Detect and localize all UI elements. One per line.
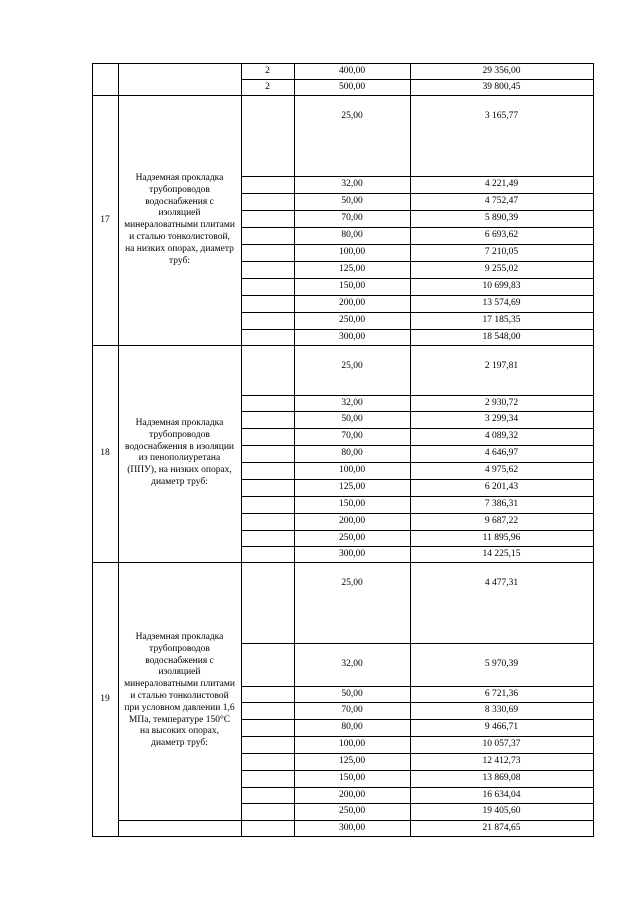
price-cell: 3 299,34 [484,414,519,424]
price-cell: 39 800,45 [482,82,521,92]
price-cell: 2 930,72 [484,398,519,408]
diameter-cell: 150,00 [338,281,366,291]
price-cell: 12 412,73 [482,756,521,766]
price-cell: 4 646,97 [484,448,519,458]
price-cell: 4 752,47 [484,196,519,206]
price-cell: 7 210,05 [484,247,519,257]
price-cell: 16 634,04 [482,790,521,800]
price-cell: 18 548,00 [482,332,521,342]
price-cell: 2 197,81 [484,361,519,371]
diameter-cell: 300,00 [338,549,366,559]
price-cell: 3 165,77 [484,111,519,121]
item-number: 18 [100,448,110,458]
diameter-cell: 250,00 [338,806,366,816]
group-rule [92,345,594,346]
diameter-cell: 300,00 [338,823,366,833]
diameter-cell: 80,00 [341,448,363,458]
diameter-cell: 70,00 [341,431,363,441]
price-cell: 9 687,22 [484,516,519,526]
row-unit-cell: 2 [265,82,270,92]
price-cell: 4 221,49 [484,179,519,189]
price-cell: 9 466,71 [484,722,519,732]
column-rule-1 [118,63,119,837]
diameter-cell: 150,00 [338,773,366,783]
price-cell: 6 201,43 [484,482,519,492]
item-number: 19 [100,694,110,704]
price-cell: 9 255,02 [484,264,519,274]
price-cell: 29 356,00 [482,66,521,76]
diameter-cell: 200,00 [338,516,366,526]
column-rule-4 [410,63,411,837]
group-rule [92,562,594,563]
price-cell: 19 405,60 [482,806,521,816]
diameter-cell: 250,00 [338,315,366,325]
price-cell: 10 699,83 [482,281,521,291]
price-cell: 6 693,62 [484,230,519,240]
diameter-cell: 32,00 [341,179,363,189]
diameter-cell: 100,00 [338,247,366,257]
diameter-cell: 25,00 [341,361,363,371]
price-cell: 6 721,36 [484,689,519,699]
diameter-cell: 150,00 [338,499,366,509]
diameter-cell: 300,00 [338,332,366,342]
diameter-cell: 500,00 [338,82,366,92]
group-rule [92,95,594,96]
item-description: Надземная прокладка трубопроводов водоснабжения с изоляцией минераловатными плитами и сталью тонколистовой при условном давлении 1,6 МПа, температуре 150°С на высоких опорах, диаметр труб: [124,632,235,749]
price-cell: 4 089,32 [484,431,519,441]
diameter-cell: 125,00 [338,264,366,274]
column-rule-2 [241,63,242,837]
diameter-cell: 50,00 [341,196,363,206]
price-cell: 14 225,15 [482,549,521,559]
diameter-cell: 125,00 [338,482,366,492]
price-cell: 4 975,62 [484,465,519,475]
diameter-cell: 200,00 [338,298,366,308]
column-rule-0 [92,63,93,837]
item-description: Надземная прокладка трубопроводов водоснабжения с изоляцией минераловатными плитами и сталью тонколистовой, на низких опорах, диаметр труб: [124,173,235,266]
table-bottom-rule [92,836,594,837]
price-cell: 11 895,96 [482,533,521,543]
item-description: Надземная прокладка трубопроводов водоснабжения в изоляции из пенополиуретана (ППУ), на низких опорах, диаметр труб: [124,418,235,487]
price-cell: 21 874,65 [482,823,521,833]
column-rule-3 [294,63,295,837]
diameter-cell: 80,00 [341,722,363,732]
diameter-cell: 125,00 [338,756,366,766]
diameter-cell: 50,00 [341,689,363,699]
column-rule-5 [593,63,594,837]
row-unit-cell: 2 [265,66,270,76]
diameter-cell: 70,00 [341,705,363,715]
diameter-cell: 100,00 [338,465,366,475]
price-cell: 5 970,39 [484,659,519,669]
diameter-cell: 200,00 [338,790,366,800]
diameter-cell: 250,00 [338,533,366,543]
price-cell: 7 386,31 [484,499,519,509]
price-cell: 5 890,39 [484,213,519,223]
item-number: 17 [100,215,110,225]
diameter-cell: 25,00 [341,578,363,588]
price-cell: 13 574,69 [482,298,521,308]
table-top-rule [92,63,594,64]
diameter-cell: 70,00 [341,213,363,223]
price-cell: 4 477,31 [484,578,519,588]
price-cell: 13 869,08 [482,773,521,783]
diameter-cell: 100,00 [338,739,366,749]
diameter-cell: 32,00 [341,398,363,408]
diameter-cell: 25,00 [341,111,363,121]
diameter-cell: 400,00 [338,66,366,76]
price-cell: 17 185,35 [482,315,521,325]
price-cell: 8 330,69 [484,705,519,715]
diameter-cell: 50,00 [341,414,363,424]
diameter-cell: 32,00 [341,659,363,669]
row-rule [118,820,242,821]
price-cell: 10 057,37 [482,739,521,749]
diameter-cell: 80,00 [341,230,363,240]
